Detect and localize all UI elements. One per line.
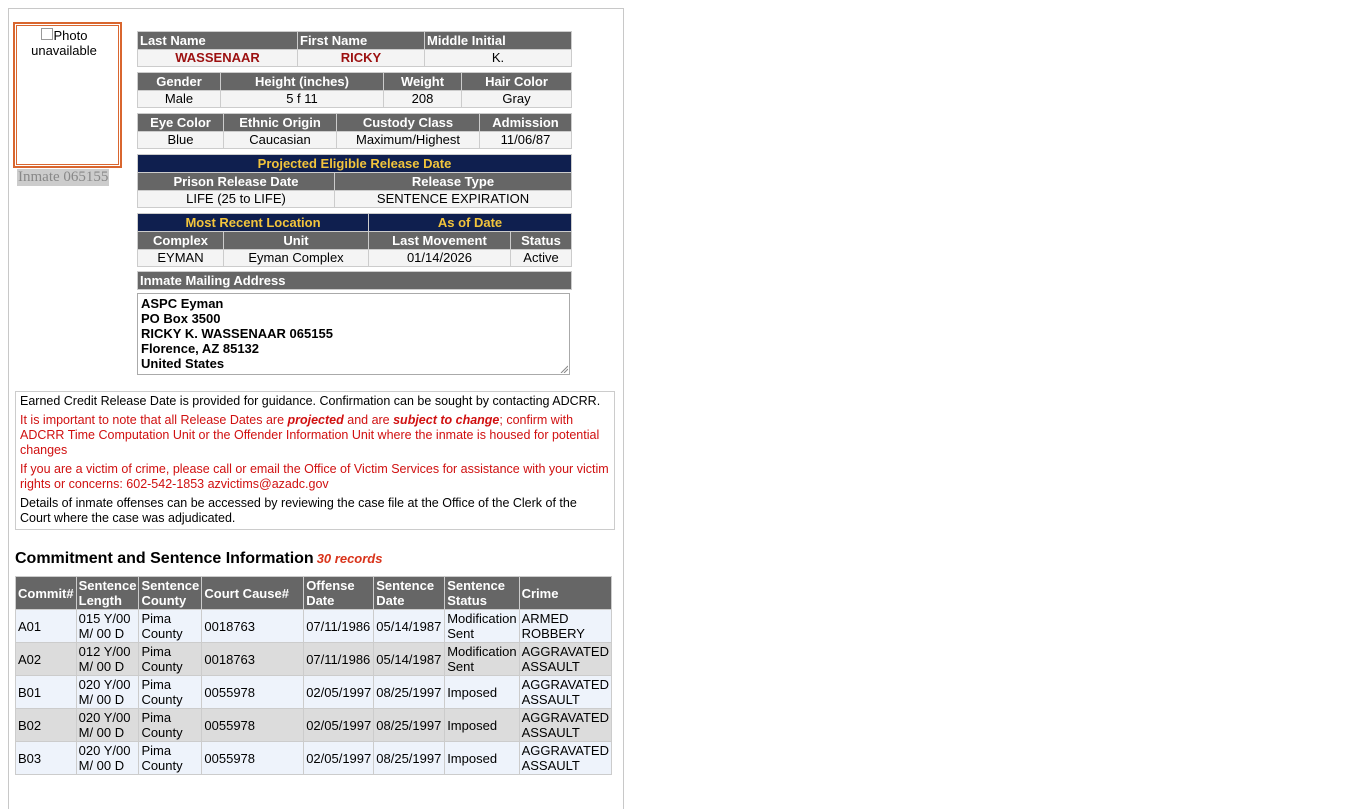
table-cell: AGGRAVATED ASSAULT	[519, 643, 611, 676]
table-row	[16, 676, 612, 709]
table-cell: ARMED ROBBERY	[519, 610, 611, 643]
release-type-value: SENTENCE EXPIRATION	[335, 191, 572, 208]
release-table	[137, 154, 572, 208]
table-cell: B02	[16, 709, 77, 742]
table-cell: B03	[16, 742, 77, 775]
header-hair-color: Hair Color	[462, 73, 572, 91]
table-cell: AGGRAVATED ASSAULT	[519, 709, 611, 742]
header-sentence-status: Sentence Status	[445, 577, 519, 610]
table-row	[16, 610, 612, 643]
header-sentence-date: Sentence Date	[374, 577, 445, 610]
mailing-address-textarea[interactable]	[137, 293, 570, 375]
table-cell: A02	[16, 643, 77, 676]
sentence-table	[15, 576, 612, 775]
table-cell: 08/25/1997	[374, 676, 445, 709]
middle-initial-value: K.	[425, 50, 572, 67]
header-weight: Weight	[384, 73, 462, 91]
header-gender: Gender	[138, 73, 221, 91]
table-cell: B01	[16, 676, 77, 709]
commitment-heading	[15, 550, 382, 568]
header-eye-color: Eye Color	[138, 114, 224, 132]
last-movement-value: 01/14/2026	[369, 250, 511, 267]
header-release-type: Release Type	[335, 173, 572, 191]
physical-table	[137, 72, 572, 108]
table-cell: 020 Y/00 M/ 00 D	[76, 676, 139, 709]
inmate-photo	[13, 22, 122, 168]
release-title: Projected Eligible Release Date	[138, 155, 572, 173]
notice-victim-services: If you are a victim of crime, please call or email the Office of Victim Services for assistance with your victim rights or concerns: 602-542-1853 azvictims@azadc.gov	[20, 462, 609, 491]
unit-value: Eyman Complex	[224, 250, 369, 267]
table-cell: 012 Y/00 M/ 00 D	[76, 643, 139, 676]
weight-value: 208	[384, 91, 462, 108]
mailing-line: RICKY K. WASSENAAR 065155	[141, 326, 333, 341]
table-cell: 05/14/1987	[374, 643, 445, 676]
commitment-title: Commitment and Sentence Information	[15, 550, 314, 567]
header-complex: Complex	[138, 232, 224, 250]
status-value: Active	[511, 250, 572, 267]
table-cell: 02/05/1997	[304, 742, 374, 775]
inmate-number-label: Inmate 065155	[18, 169, 109, 185]
table-cell: 0055978	[202, 709, 304, 742]
mailing-line: PO Box 3500	[141, 311, 221, 326]
notice-offense-details: Details of inmate offenses can be accessed by reviewing the case file at the Office of the Clerk of the Court where the case was adjudicated.	[20, 496, 577, 525]
header-court-cause: Court Cause#	[202, 577, 304, 610]
table-cell: Pima County	[139, 610, 202, 643]
table-cell: 0018763	[202, 643, 304, 676]
header-first-name: First Name	[298, 32, 425, 50]
mailing-address-title: Inmate Mailing Address	[138, 272, 572, 290]
name-table	[137, 31, 572, 67]
table-cell: 07/11/1986	[304, 610, 374, 643]
last-name-value: WASSENAAR	[138, 50, 298, 67]
table-cell: 020 Y/00 M/ 00 D	[76, 709, 139, 742]
table-cell: Pima County	[139, 676, 202, 709]
header-crime: Crime	[519, 577, 611, 610]
table-row	[16, 643, 612, 676]
as-of-date-title: As of Date	[369, 214, 572, 232]
header-sentence-length: Sentence Length	[76, 577, 139, 610]
table-cell: A01	[16, 610, 77, 643]
table-cell: 07/11/1986	[304, 643, 374, 676]
table-cell: 0055978	[202, 742, 304, 775]
header-ethnic-origin: Ethnic Origin	[224, 114, 337, 132]
header-middle-initial: Middle Initial	[425, 32, 572, 50]
ethnic-origin-value: Caucasian	[224, 132, 337, 149]
header-commit: Commit#	[16, 577, 77, 610]
table-cell: 0055978	[202, 676, 304, 709]
record-count: 30 records	[316, 551, 383, 566]
mailing-line: United States	[141, 356, 225, 371]
mailing-line: ASPC Eyman	[141, 296, 224, 311]
header-offense-date: Offense Date	[304, 577, 374, 610]
table-row	[16, 709, 612, 742]
table-cell: 020 Y/00 M/ 00 D	[76, 742, 139, 775]
table-cell: Pima County	[139, 742, 202, 775]
header-admission: Admission	[480, 114, 572, 132]
table-cell: Pima County	[139, 643, 202, 676]
hair-color-value: Gray	[462, 91, 572, 108]
table-cell: Modification Sent	[445, 643, 519, 676]
table-cell: 02/05/1997	[304, 709, 374, 742]
table-cell: 05/14/1987	[374, 610, 445, 643]
details-table	[137, 113, 572, 149]
notice-release-warning: It is important to note that all Release Dates are projected and are subject to change; confirm with ADCRR Time Computation Unit or the Offender Information Unit where the inmate is housed for potential changes	[20, 413, 600, 457]
broken-image-icon	[41, 28, 53, 40]
table-cell: Imposed	[445, 742, 519, 775]
resize-handle-icon[interactable]	[560, 365, 568, 373]
header-last-movement: Last Movement	[369, 232, 511, 250]
table-cell: Modification Sent	[445, 610, 519, 643]
header-last-name: Last Name	[138, 32, 298, 50]
table-cell: AGGRAVATED ASSAULT	[519, 742, 611, 775]
height-value: 5 f 11	[221, 91, 384, 108]
header-prison-release-date: Prison Release Date	[138, 173, 335, 191]
prison-release-date-value: LIFE (25 to LIFE)	[138, 191, 335, 208]
admission-value: 11/06/87	[480, 132, 572, 149]
location-title: Most Recent Location	[138, 214, 369, 232]
photo-alt-text: Photo unavailable	[31, 28, 97, 58]
first-name-value: RICKY	[298, 50, 425, 67]
header-custody-class: Custody Class	[337, 114, 480, 132]
complex-value: EYMAN	[138, 250, 224, 267]
header-status: Status	[511, 232, 572, 250]
table-cell: Imposed	[445, 709, 519, 742]
location-table	[137, 213, 572, 267]
table-cell: AGGRAVATED ASSAULT	[519, 676, 611, 709]
table-cell: Imposed	[445, 676, 519, 709]
mailing-line: Florence, AZ 85132	[141, 341, 260, 356]
notice-box	[15, 391, 615, 530]
eye-color-value: Blue	[138, 132, 224, 149]
header-sentence-county: Sentence County	[139, 577, 202, 610]
header-height: Height (inches)	[221, 73, 384, 91]
table-cell: 015 Y/00 M/ 00 D	[76, 610, 139, 643]
gender-value: Male	[138, 91, 221, 108]
table-cell: 02/05/1997	[304, 676, 374, 709]
table-cell: 0018763	[202, 610, 304, 643]
mailing-header-table	[137, 271, 572, 290]
notice-guidance: Earned Credit Release Date is provided for guidance. Confirmation can be sought by contacting ADCRR.	[20, 394, 601, 408]
table-cell: 08/25/1997	[374, 742, 445, 775]
table-cell: 08/25/1997	[374, 709, 445, 742]
table-row	[16, 742, 612, 775]
custody-class-value: Maximum/Highest	[337, 132, 480, 149]
table-cell: Pima County	[139, 709, 202, 742]
header-unit: Unit	[224, 232, 369, 250]
